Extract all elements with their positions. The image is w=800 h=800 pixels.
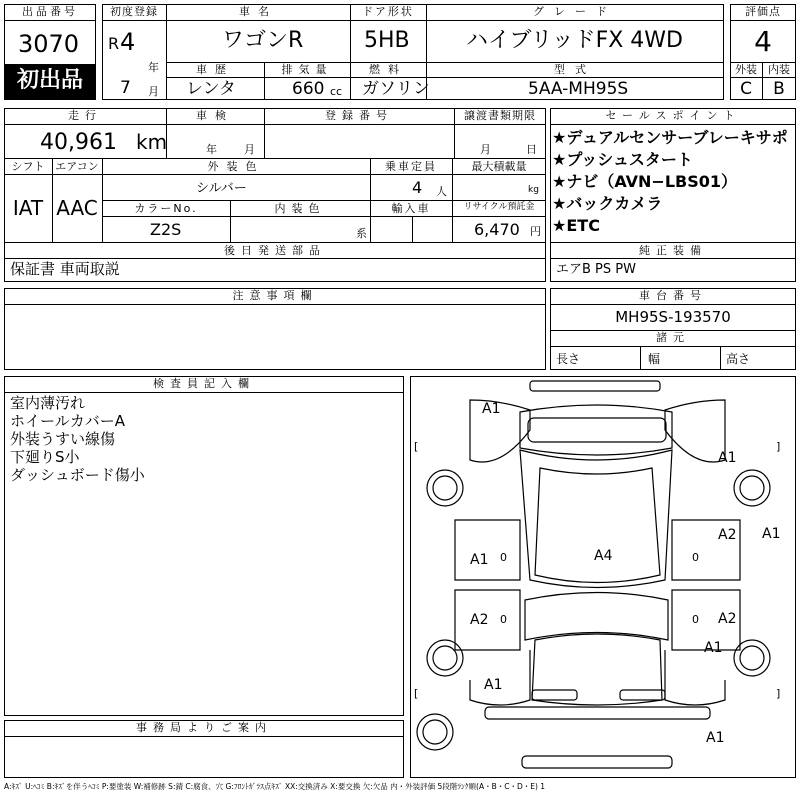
mileage-label: 走行: [68, 109, 102, 122]
color-no-label: カラーNo.: [134, 202, 198, 215]
max-load-unit: kg: [528, 185, 539, 195]
transfer-day-unit: 日: [526, 143, 537, 156]
grade-label: グレード: [533, 5, 617, 18]
rear-step: [522, 756, 672, 768]
equipment-label: 純正装備: [639, 244, 707, 257]
damage-mark: A1: [484, 677, 503, 693]
front-left-door: [455, 520, 520, 580]
door-type: 5HB: [364, 28, 410, 53]
grade: ハイブリッドFX 4WD: [466, 28, 683, 53]
displacement-label: 排気量: [281, 63, 333, 76]
chassis-label: 車台番号: [639, 289, 707, 302]
inspector-line: 下廻りS小: [10, 448, 80, 466]
exterior-color-label: 外装色: [207, 160, 265, 173]
length-label: 長さ: [556, 352, 581, 366]
exterior-grade-label: 外装: [735, 63, 757, 76]
bracket-mark: 0: [500, 551, 507, 564]
roof-inner: [535, 468, 660, 583]
damage-mark: A1: [704, 640, 723, 656]
exterior-grade: C: [740, 79, 752, 99]
damage-mark: A2: [718, 527, 737, 543]
inspection-month-unit: 月: [244, 143, 255, 156]
displacement-unit: cc: [330, 85, 343, 98]
mileage: 40,961: [40, 130, 117, 155]
import-label: 輸入車: [391, 202, 431, 215]
first-reg-label: 初度登録: [110, 5, 158, 18]
history-label: 車歴: [196, 63, 234, 76]
mileage-unit: km: [136, 130, 168, 154]
office-label: 事務局よりご案内: [136, 721, 272, 734]
shift-label: シフト: [11, 160, 45, 173]
interior-color-label: 内装色: [274, 202, 326, 215]
bracket-mark: ]: [776, 687, 781, 700]
damage-mark: A2: [470, 612, 489, 628]
rear-right-quarter: [665, 650, 725, 705]
lot-number-label: 出品番号: [22, 5, 78, 18]
rear-bumper: [485, 707, 710, 719]
after-parts: 保証書 車両取説: [10, 260, 120, 278]
fuel: ガソリン: [362, 79, 430, 99]
shift: IAT: [12, 196, 44, 220]
front-bumper: [530, 381, 660, 391]
sales-point-item: ★ナビ（AVN−LBS01）: [552, 172, 738, 191]
legend: A:ｷｽﾞ U:ﾍｺﾐ B:ｷｽﾞを伴うﾍｺﾐ P:要塗装 W:補修跡 S:錆 C:腐食、穴 G:ﾌﾛﾝﾄｶﾞﾗｽ点ｷｽﾞ XX:交換済み X:要交換 欠:欠品 内・外装評価 5段階ﾗﾝｸ順(A・B・C・D・E) 1: [4, 782, 546, 791]
damage-mark: A2: [718, 611, 737, 627]
roof: [520, 450, 672, 588]
interior-grade: B: [773, 79, 785, 99]
damage-mark: A4: [594, 548, 613, 564]
bracket-mark: 0: [500, 613, 507, 626]
first-listing-text: 初出品: [16, 68, 83, 93]
first-reg-year: 4: [120, 28, 136, 56]
inspection-year-unit: 年: [206, 143, 217, 156]
width-label: 幅: [648, 352, 661, 366]
hood: [520, 405, 672, 455]
lot-number: 3070: [18, 30, 80, 58]
height-label: 高さ: [726, 352, 751, 366]
chassis-number: MH95S-193570: [615, 308, 731, 326]
first-reg-month-unit: 月: [148, 85, 159, 98]
inspector-line: 外装うすい線傷: [10, 430, 116, 448]
dimensions-label: 諸元: [656, 331, 690, 344]
front-left-wheel: [427, 470, 463, 506]
fuel-label: 燃料: [369, 63, 407, 76]
bracket-mark: [: [414, 687, 419, 700]
transfer-month-unit: 月: [480, 143, 491, 156]
recycle-unit: 円: [530, 225, 541, 238]
model-code-label: 型式: [554, 63, 596, 76]
bracket-mark: [: [414, 440, 419, 453]
bracket-mark: 0: [692, 551, 699, 564]
sales-point-item: ★デュアルセンサーブレーキサポ: [552, 128, 788, 147]
rear-glass: [525, 593, 668, 641]
inspector-line: 室内薄汚れ: [10, 394, 86, 412]
max-load-label: 最大積載量: [471, 160, 527, 173]
sales-point-item: ★ETC: [552, 216, 600, 235]
car-name-label: 車名: [239, 5, 277, 18]
notes-label: 注意事項欄: [232, 289, 318, 302]
damage-mark: A1: [718, 450, 737, 466]
windshield: [528, 418, 666, 442]
history: レンタ: [186, 79, 236, 99]
rear-lamp-right: [620, 690, 665, 700]
recycle-label: リサイクル預託金: [463, 202, 535, 212]
car-name: ワゴンR: [222, 28, 304, 53]
capacity-label: 乗車定員: [385, 160, 437, 173]
aircon-label: エアコン: [55, 160, 99, 173]
damage-mark: A1: [706, 730, 725, 746]
displacement: 660: [292, 79, 325, 99]
trunk: [532, 634, 662, 705]
interior-color-unit: 系: [356, 227, 367, 240]
inspection-label: 車検: [196, 109, 234, 122]
interior-grade-label: 内装: [768, 63, 790, 76]
recycle: 6,470: [474, 220, 520, 239]
inspector-line: ホイールカバーA: [10, 412, 125, 430]
equipment: エアB PS PW: [556, 262, 636, 277]
first-reg-month: 7: [120, 78, 131, 98]
first-reg-era: R: [108, 34, 120, 53]
exterior-color: シルバー: [196, 181, 247, 196]
damage-mark: A1: [470, 552, 489, 568]
bracket-mark: 0: [692, 613, 699, 626]
after-parts-label: 後日発送部品: [224, 244, 326, 257]
sales-point-item: ★プッシュスタート: [552, 150, 693, 169]
bracket-mark: ]: [776, 440, 781, 453]
score: 4: [754, 25, 772, 58]
damage-mark: A1: [482, 401, 501, 417]
inspector-line: ダッシュボード傷小: [10, 466, 145, 484]
rear-lamp-left: [532, 690, 577, 700]
sales-points-label: セールスポイント: [605, 109, 741, 122]
door-label: ドア形状: [362, 5, 414, 18]
reg-no-label: 登録番号: [325, 109, 393, 122]
transfer-deadline-label: 譲渡書類期限: [464, 109, 536, 122]
sales-point-item: ★バックカメラ: [552, 194, 663, 213]
capacity-unit: 人: [436, 185, 447, 198]
front-right-fender: [665, 400, 725, 462]
capacity: 4: [412, 178, 423, 197]
model-code: 5AA-MH95S: [528, 79, 629, 99]
score-label: 評価点: [745, 5, 781, 18]
first-reg-year-unit: 年: [148, 61, 159, 74]
color-no: Z2S: [150, 220, 182, 239]
inspector-label: 検査員記入欄: [153, 377, 255, 390]
aircon: AAC: [56, 196, 98, 220]
damage-mark: A1: [762, 526, 781, 542]
